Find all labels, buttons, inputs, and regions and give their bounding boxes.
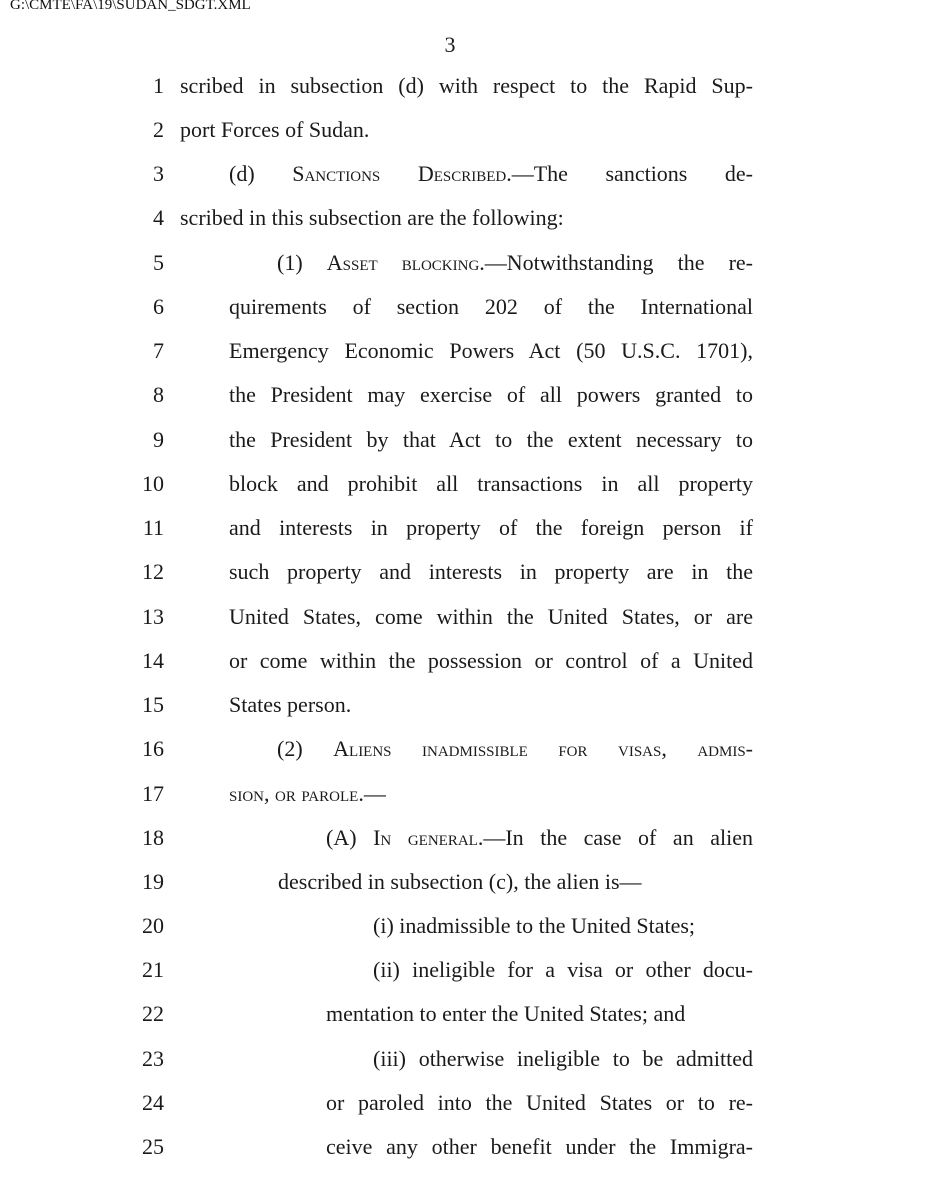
- line-number: 9: [153, 427, 164, 452]
- page-number: 3: [444, 32, 456, 57]
- line-number: 4: [153, 205, 164, 230]
- paragraph-designator: (1): [277, 250, 327, 275]
- line-text: scribed in this subsection are the following:: [180, 205, 564, 230]
- paragraph-heading: Aliens inadmissible for visas, admis-: [333, 736, 753, 761]
- line-number: 8: [153, 382, 164, 407]
- line-number: 19: [142, 869, 164, 894]
- line-text: (1) Asset blocking.—Notwithstanding the re-: [277, 250, 753, 275]
- paragraph-heading: Asset blocking: [326, 250, 480, 275]
- line-number: 22: [142, 1001, 164, 1026]
- line-number: 14: [142, 648, 164, 673]
- line-number: 7: [153, 338, 164, 363]
- subsection-designator: (d): [229, 161, 293, 186]
- line-text: or come within the possession or control of a United: [229, 648, 753, 673]
- line-text: the President may exercise of all powers granted to: [229, 382, 753, 407]
- line-number: 21: [142, 957, 164, 982]
- line-number: 13: [142, 604, 164, 629]
- paragraph-heading: sion, or parole: [229, 781, 359, 806]
- line-text: United States, come within the United States, or are: [229, 604, 753, 629]
- subparagraph-designator: (A): [326, 825, 374, 850]
- line-text: quirements of section 202 of the International: [229, 294, 753, 319]
- line-text: block and prohibit all transactions in all property: [229, 471, 753, 496]
- line-text: the President by that Act to the extent necessary to: [229, 427, 753, 452]
- line-number: 11: [142, 515, 164, 540]
- line-text: such property and interests in property are in the: [229, 559, 753, 584]
- line-text: Emergency Economic Powers Act (50 U.S.C. 1701),: [229, 338, 753, 363]
- line-number: 23: [142, 1046, 164, 1071]
- line-number: 12: [142, 559, 164, 584]
- line-text: described in subsection (c), the alien is—: [278, 869, 642, 894]
- line-number: 24: [142, 1090, 164, 1115]
- line-text: scribed in subsection (d) with respect to the Rapid Sup-: [180, 73, 753, 98]
- line-text: and interests in property of the foreign person if: [229, 515, 753, 540]
- line-number: 20: [142, 913, 164, 938]
- line-text: [277, 734, 753, 764]
- line-number: 25: [142, 1134, 164, 1159]
- line-text: or paroled into the United States or to re-: [326, 1090, 753, 1115]
- line-text: (iii) otherwise ineligible to be admitted: [373, 1046, 753, 1071]
- line-text: (ii) ineligible for a visa or other docu-: [373, 957, 753, 982]
- line-text: sion, or parole.—: [229, 781, 386, 806]
- line-number: 1: [153, 73, 164, 98]
- paragraph-designator: (2): [277, 736, 334, 761]
- line-number: 2: [153, 117, 164, 142]
- line-text: port Forces of Sudan.: [180, 117, 370, 142]
- subsection-heading: Sanctions Described: [292, 161, 507, 186]
- line-text: States person.: [229, 692, 352, 717]
- line-text: (d) Sanctions Described.—The sanctions de-: [229, 161, 754, 186]
- line-number: 17: [142, 781, 164, 806]
- subparagraph-heading: In general: [373, 825, 478, 850]
- line-number: 15: [142, 692, 164, 717]
- line-number: 10: [142, 471, 164, 496]
- line-text: ceive any other benefit under the Immigra-: [326, 1134, 753, 1159]
- line-number: 5: [153, 250, 164, 275]
- line-text: (i) inadmissible to the United States;: [373, 913, 696, 938]
- line-number: 3: [153, 161, 164, 186]
- line-number: 16: [142, 736, 164, 761]
- line-number: 6: [153, 294, 164, 319]
- line-text: (A) In general.—In the case of an alien: [326, 825, 754, 850]
- file-path-header: G:\CMTE\FA\19\SUDAN_SDGT.XML: [10, 0, 251, 13]
- line-number: 18: [142, 825, 164, 850]
- line-text: mentation to enter the United States; and: [326, 1001, 686, 1026]
